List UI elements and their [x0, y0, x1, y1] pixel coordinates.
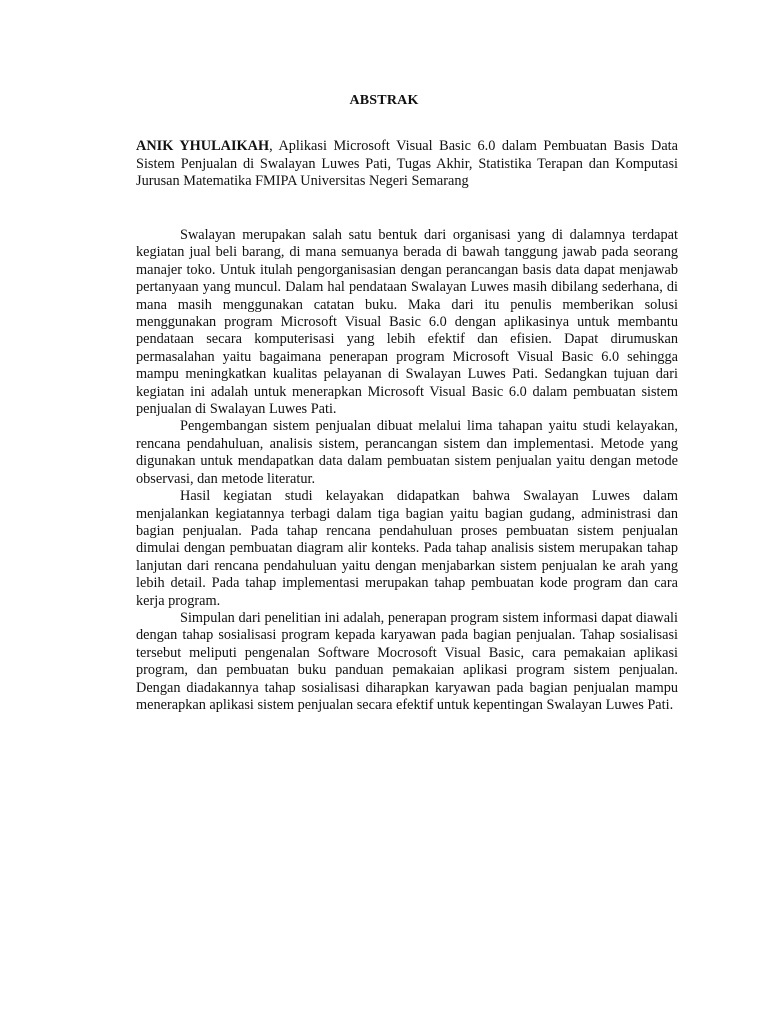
paragraph: Swalayan merupakan salah satu bentuk dari organisasi yang di dalamnya terdapat kegiatan jual beli barang, di mana semuanya berada di bawah tanggung jawab pada seorang manajer toko. Untuk itulah pengorganisasian dengan perancangan basis data dapat menjawab pertanyaan yang muncul. Dalam hal pendataan Swalayan Luwes masih dibilang sederhana, di mana masih menggunakan catatan buku. Maka dari itu penulis memberikan solusi menggunakan program Microsoft Visual Basic 6.0 dengan aplikasinya untuk membantu pendataan secara komputerisasi yang lebih efektif dan efisien. Dapat dirumuskan permasalahan yaitu bagaimana penerapan program Microsoft Visual Basic 6.0 sehingga mampu meningkatkan kualitas pelayanan di Swalayan Luwes Pati. Sedangkan tujuan dari kegiatan ini adalah untuk menerapkan Microsoft Visual Basic 6.0 dalam pembuatan sistem penjualan di Swalayan Luwes Pati. — [136, 227, 678, 418]
citation-text: , Aplikasi Microsoft Visual Basic 6.0 dalam Pembuatan Basis Data Sistem Penjualan di Swalayan Luwes Pati, Tugas Akhir, Statistika Terapan dan Komputasi Jurusan Matematika FMIPA Universitas Negeri Semarang — [136, 138, 678, 190]
citation-author: ANIK YHULAIKAH — [136, 138, 270, 154]
paragraph: Hasil kegiatan studi kelayakan didapatkan bahwa Swalayan Luwes dalam menjalankan kegiatannya terbagi dalam tiga bagian yaitu bagian gudang, administrasi dan bagian penjualan. Pada tahap rencana pendahuluan proses pembuatan sistem penjualan dimulai dengan pembuatan diagram alir konteks. Pada tahap analisis sistem merupakan tahap lanjutan dari rencana pendahuluan yaitu dengan menjabarkan sistem penjualan ke arah yang lebih detail. Pada tahap implementasi merupakan tahap pembuatan kode program dan cara kerja program. — [136, 488, 678, 609]
citation — [136, 138, 678, 191]
paragraph: Simpulan dari penelitian ini adalah, penerapan program sistem informasi dapat diawali dengan tahap sosialisasi program kepada karyawan pada bagian penjualan. Tahap sosialisasi tersebut meliputi pengenalan Software Mocrosoft Visual Basic, cara pemakaian aplikasi program, dan pembuatan buku panduan pemakaian aplikasi program sistem penjualan. Dengan diadakannya tahap sosialisasi diharapkan karyawan pada bagian penjualan mampu menerapkan aplikasi sistem penjualan secara efektif untuk kepentingan Swalayan Luwes Pati. — [136, 609, 678, 713]
paragraph: Pengembangan sistem penjualan dibuat melalui lima tahapan yaitu studi kelayakan, rencana pendahuluan, analisis sistem, perancangan sistem dan implementasi. Metode yang digunakan untuk mendapatkan data dalam pembuatan sistem penjualan yaitu dengan metode observasi, dan metode literatur. — [136, 418, 678, 487]
abstract-title: ABSTRAK — [349, 93, 419, 108]
abstract-body — [136, 227, 678, 714]
